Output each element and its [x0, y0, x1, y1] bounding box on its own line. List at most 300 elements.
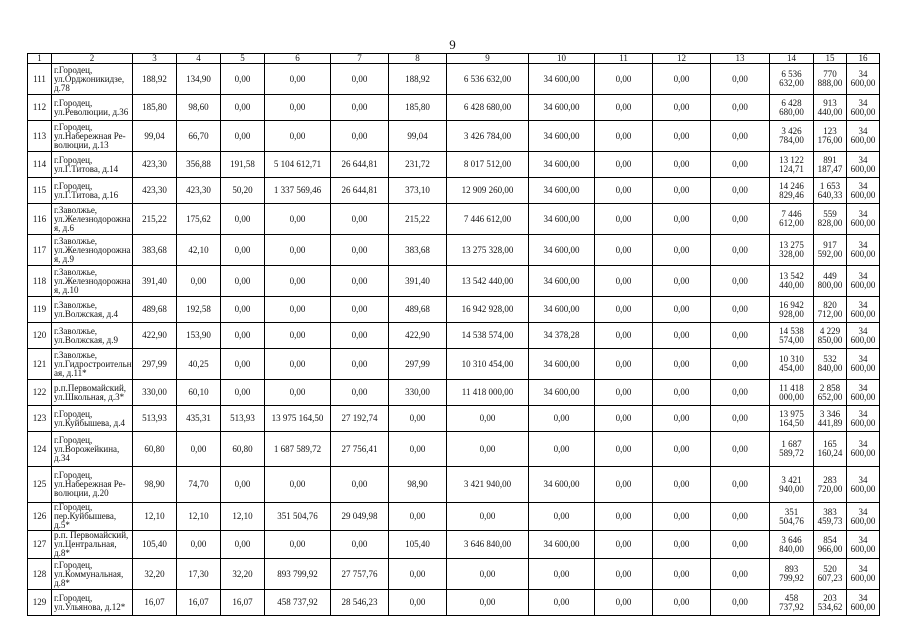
value-cell: 383 459,73: [814, 503, 847, 531]
value-cell: 0,00: [595, 590, 653, 616]
header-cell: 14: [770, 54, 814, 64]
value-cell: 34 600,00: [847, 380, 880, 406]
value-cell: 0,00: [653, 380, 711, 406]
value-cell: 356,88: [177, 152, 221, 178]
value-cell: 0,00: [711, 152, 770, 178]
value-cell: 532 840,00: [814, 349, 847, 380]
value-cell: 34 600,00: [529, 235, 595, 266]
value-cell: 0,00: [711, 297, 770, 323]
row-number-cell: 119: [28, 297, 52, 323]
value-cell: 16,07: [133, 590, 177, 616]
value-cell: 0,00: [331, 531, 389, 559]
value-cell: 0,00: [389, 503, 447, 531]
value-cell: 0,00: [389, 590, 447, 616]
value-cell: 6 428 680,00: [447, 95, 529, 121]
table-row: [28, 531, 880, 559]
value-cell: 489,68: [389, 297, 447, 323]
value-cell: 32,20: [133, 559, 177, 590]
value-cell: 11 418 000,00: [770, 380, 814, 406]
row-number-cell: 111: [28, 64, 52, 95]
value-cell: 0,00: [331, 380, 389, 406]
value-cell: 34 600,00: [529, 349, 595, 380]
address-cell: р.п.Первомайский, ул.Школьная, д.3*: [52, 380, 133, 406]
value-cell: 559 828,00: [814, 204, 847, 235]
header-cell: 10: [529, 54, 595, 64]
value-cell: 449 800,00: [814, 266, 847, 297]
value-cell: 0,00: [331, 297, 389, 323]
value-cell: 34 600,00: [847, 531, 880, 559]
address-cell: г.Заволжье, ул.Волжская, д.4: [52, 297, 133, 323]
header-cell: 3: [133, 54, 177, 64]
value-cell: 391,40: [389, 266, 447, 297]
value-cell: 0,00: [711, 432, 770, 467]
value-cell: 0,00: [595, 467, 653, 503]
value-cell: 770 888,00: [814, 64, 847, 95]
value-cell: 422,90: [389, 323, 447, 349]
value-cell: 34 600,00: [847, 406, 880, 432]
value-cell: 0,00: [265, 204, 331, 235]
value-cell: 0,00: [265, 349, 331, 380]
value-cell: 32,20: [221, 559, 265, 590]
table-row: [28, 503, 880, 531]
address-cell: г.Городец, ул.Ворожейкина, д.34: [52, 432, 133, 467]
value-cell: 0,00: [221, 380, 265, 406]
value-cell: 351 504,76: [265, 503, 331, 531]
value-cell: 134,90: [177, 64, 221, 95]
row-number-cell: 114: [28, 152, 52, 178]
value-cell: 330,00: [133, 380, 177, 406]
value-cell: 0,00: [529, 590, 595, 616]
value-cell: 0,00: [389, 406, 447, 432]
value-cell: 458 737,92: [265, 590, 331, 616]
row-number-cell: 125: [28, 467, 52, 503]
value-cell: 0,00: [177, 266, 221, 297]
table-row: [28, 64, 880, 95]
value-cell: 7 446 612,00: [770, 204, 814, 235]
value-cell: 34 600,00: [529, 297, 595, 323]
value-cell: 0,00: [595, 503, 653, 531]
value-cell: 383,68: [389, 235, 447, 266]
value-cell: 40,25: [177, 349, 221, 380]
header-cell: 1: [28, 54, 52, 64]
value-cell: 0,00: [529, 406, 595, 432]
table-row: [28, 297, 880, 323]
value-cell: 0,00: [221, 121, 265, 152]
value-cell: 98,90: [133, 467, 177, 503]
value-cell: 0,00: [331, 467, 389, 503]
value-cell: 0,00: [265, 323, 331, 349]
value-cell: 42,10: [177, 235, 221, 266]
value-cell: 192,58: [177, 297, 221, 323]
value-cell: 0,00: [447, 503, 529, 531]
value-cell: 29 049,98: [331, 503, 389, 531]
value-cell: 16 942 928,00: [447, 297, 529, 323]
value-cell: 0,00: [595, 121, 653, 152]
table-row: [28, 432, 880, 467]
header-cell: 7: [331, 54, 389, 64]
value-cell: 0,00: [711, 121, 770, 152]
value-cell: 188,92: [133, 64, 177, 95]
value-cell: 165 160,24: [814, 432, 847, 467]
value-cell: 60,10: [177, 380, 221, 406]
value-cell: 0,00: [711, 349, 770, 380]
value-cell: 0,00: [595, 64, 653, 95]
value-cell: 27 757,76: [331, 559, 389, 590]
row-number-cell: 127: [28, 531, 52, 559]
value-cell: 854 966,00: [814, 531, 847, 559]
value-cell: 11 418 000,00: [447, 380, 529, 406]
value-cell: 34 600,00: [847, 503, 880, 531]
value-cell: 0,00: [595, 204, 653, 235]
value-cell: 99,04: [133, 121, 177, 152]
table-row: [28, 380, 880, 406]
table-row: [28, 121, 880, 152]
table-row: [28, 235, 880, 266]
value-cell: 1 653 640,33: [814, 178, 847, 204]
value-cell: 13 975 164,50: [770, 406, 814, 432]
row-number-cell: 116: [28, 204, 52, 235]
page-number: 9: [449, 37, 456, 52]
value-cell: 0,00: [653, 503, 711, 531]
value-cell: 0,00: [653, 406, 711, 432]
value-cell: 26 644,81: [331, 178, 389, 204]
value-cell: 0,00: [221, 266, 265, 297]
address-cell: г.Городец, ул.Набережная Ре-волюции, д.20: [52, 467, 133, 503]
value-cell: 34 600,00: [847, 235, 880, 266]
table-row: [28, 590, 880, 616]
value-cell: 383,68: [133, 235, 177, 266]
value-cell: 0,00: [653, 178, 711, 204]
value-cell: 423,30: [133, 178, 177, 204]
value-cell: 175,62: [177, 204, 221, 235]
value-cell: 0,00: [595, 432, 653, 467]
value-cell: 0,00: [331, 323, 389, 349]
value-cell: 123 176,00: [814, 121, 847, 152]
table-row: [28, 349, 880, 380]
value-cell: 34 600,00: [847, 559, 880, 590]
value-cell: 60,80: [221, 432, 265, 467]
value-cell: 0,00: [595, 178, 653, 204]
value-cell: 60,80: [133, 432, 177, 467]
table-row: [28, 204, 880, 235]
address-cell: г.Городец, пер.Куйбышева, д.5*: [52, 503, 133, 531]
value-cell: 330,00: [389, 380, 447, 406]
value-cell: 0,00: [221, 204, 265, 235]
address-cell: г.Городец, ул.Революции, д.36: [52, 95, 133, 121]
value-cell: 16,07: [177, 590, 221, 616]
value-cell: 435,31: [177, 406, 221, 432]
value-cell: 105,40: [133, 531, 177, 559]
value-cell: 0,00: [447, 406, 529, 432]
data-table: [27, 53, 880, 616]
address-cell: г.Заволжье, ул.Железнодорожна я, д.9: [52, 235, 133, 266]
value-cell: 373,10: [389, 178, 447, 204]
value-cell: 0,00: [653, 235, 711, 266]
address-cell: г.Городец, ул.Г.Титова, д.14: [52, 152, 133, 178]
address-cell: г.Заволжье, ул.Железнодорожна я, д.6: [52, 204, 133, 235]
table-row: [28, 323, 880, 349]
value-cell: 12,10: [133, 503, 177, 531]
header-cell: 6: [265, 54, 331, 64]
value-cell: 14 246 829,46: [770, 178, 814, 204]
value-cell: 185,80: [133, 95, 177, 121]
value-cell: 1 687 589,72: [770, 432, 814, 467]
value-cell: 34 600,00: [529, 531, 595, 559]
value-cell: 3 346 441,89: [814, 406, 847, 432]
value-cell: 13 975 164,50: [265, 406, 331, 432]
value-cell: 0,00: [595, 266, 653, 297]
value-cell: 12 909 260,00: [447, 178, 529, 204]
address-cell: г.Городец, ул.Набережная Ре-волюции, д.13: [52, 121, 133, 152]
value-cell: 0,00: [595, 95, 653, 121]
value-cell: 34 600,00: [529, 121, 595, 152]
value-cell: 34 600,00: [847, 152, 880, 178]
value-cell: 7 446 612,00: [447, 204, 529, 235]
value-cell: 0,00: [389, 432, 447, 467]
value-cell: 0,00: [595, 323, 653, 349]
value-cell: 231,72: [389, 152, 447, 178]
value-cell: 34 600,00: [847, 204, 880, 235]
value-cell: 34 600,00: [847, 349, 880, 380]
value-cell: 0,00: [711, 64, 770, 95]
value-cell: 0,00: [653, 349, 711, 380]
header-cell: 15: [814, 54, 847, 64]
value-cell: 0,00: [653, 323, 711, 349]
value-cell: 0,00: [653, 559, 711, 590]
table-row: [28, 559, 880, 590]
value-cell: 6 536 632,00: [770, 64, 814, 95]
value-cell: 0,00: [447, 559, 529, 590]
value-cell: 34 600,00: [847, 178, 880, 204]
value-cell: 10 310 454,00: [770, 349, 814, 380]
header-cell: 5: [221, 54, 265, 64]
value-cell: 203 534,62: [814, 590, 847, 616]
value-cell: 0,00: [711, 380, 770, 406]
value-cell: 50,20: [221, 178, 265, 204]
value-cell: 0,00: [389, 559, 447, 590]
address-cell: г.Заволжье, ул.Железнодорожна я, д.10: [52, 266, 133, 297]
address-cell: г.Городец, ул.Г.Титова, д.16: [52, 178, 133, 204]
header-cell: 13: [711, 54, 770, 64]
value-cell: 0,00: [711, 503, 770, 531]
value-cell: 0,00: [265, 95, 331, 121]
value-cell: 26 644,81: [331, 152, 389, 178]
value-cell: 3 421 940,00: [770, 467, 814, 503]
value-cell: 0,00: [447, 432, 529, 467]
value-cell: 0,00: [529, 503, 595, 531]
value-cell: 188,92: [389, 64, 447, 95]
value-cell: 0,00: [711, 266, 770, 297]
header-cell: 8: [389, 54, 447, 64]
value-cell: 0,00: [331, 95, 389, 121]
header-row: [28, 54, 880, 64]
value-cell: 98,90: [389, 467, 447, 503]
value-cell: 0,00: [711, 235, 770, 266]
value-cell: 0,00: [221, 531, 265, 559]
row-number-cell: 115: [28, 178, 52, 204]
value-cell: 513,93: [133, 406, 177, 432]
value-cell: 0,00: [221, 297, 265, 323]
value-cell: 0,00: [331, 266, 389, 297]
value-cell: 8 017 512,00: [447, 152, 529, 178]
value-cell: 423,30: [133, 152, 177, 178]
value-cell: 0,00: [653, 152, 711, 178]
value-cell: 191,58: [221, 152, 265, 178]
value-cell: 297,99: [389, 349, 447, 380]
value-cell: 0,00: [653, 467, 711, 503]
value-cell: 422,90: [133, 323, 177, 349]
row-number-cell: 113: [28, 121, 52, 152]
row-number-cell: 124: [28, 432, 52, 467]
value-cell: 34 600,00: [847, 432, 880, 467]
value-cell: 34 600,00: [529, 95, 595, 121]
value-cell: 5 104 612,71: [265, 152, 331, 178]
value-cell: 0,00: [331, 235, 389, 266]
value-cell: 520 607,23: [814, 559, 847, 590]
value-cell: 0,00: [221, 467, 265, 503]
row-number-cell: 118: [28, 266, 52, 297]
value-cell: 0,00: [653, 95, 711, 121]
value-cell: 0,00: [221, 95, 265, 121]
value-cell: 34 600,00: [847, 297, 880, 323]
value-cell: 74,70: [177, 467, 221, 503]
value-cell: 458 737,92: [770, 590, 814, 616]
address-cell: г.Городец, ул.Куйбышева, д.4: [52, 406, 133, 432]
value-cell: 893 799,92: [265, 559, 331, 590]
value-cell: 27 756,41: [331, 432, 389, 467]
row-number-cell: 121: [28, 349, 52, 380]
row-number-cell: 129: [28, 590, 52, 616]
value-cell: 34 600,00: [847, 266, 880, 297]
value-cell: 351 504,76: [770, 503, 814, 531]
value-cell: 283 720,00: [814, 467, 847, 503]
value-cell: 0,00: [529, 432, 595, 467]
value-cell: 513,93: [221, 406, 265, 432]
value-cell: 489,68: [133, 297, 177, 323]
value-cell: 0,00: [331, 204, 389, 235]
value-cell: 0,00: [265, 380, 331, 406]
value-cell: 0,00: [265, 531, 331, 559]
address-cell: г.Городец, ул.Орджоникидзе, д.78: [52, 64, 133, 95]
value-cell: 0,00: [529, 559, 595, 590]
value-cell: 0,00: [177, 432, 221, 467]
table-row: [28, 178, 880, 204]
row-number-cell: 123: [28, 406, 52, 432]
value-cell: 0,00: [265, 121, 331, 152]
value-cell: 0,00: [653, 297, 711, 323]
value-cell: 34 600,00: [529, 266, 595, 297]
address-cell: г.Заволжье, ул.Волжская, д.9: [52, 323, 133, 349]
value-cell: 14 538 574,00: [447, 323, 529, 349]
value-cell: 34 600,00: [529, 152, 595, 178]
value-cell: 34 600,00: [529, 467, 595, 503]
row-number-cell: 120: [28, 323, 52, 349]
value-cell: 0,00: [221, 235, 265, 266]
value-cell: 3 646 840,00: [770, 531, 814, 559]
value-cell: 34 600,00: [529, 380, 595, 406]
value-cell: 153,90: [177, 323, 221, 349]
value-cell: 34 600,00: [529, 178, 595, 204]
value-cell: 6 536 632,00: [447, 64, 529, 95]
value-cell: 13 275 328,00: [447, 235, 529, 266]
value-cell: 0,00: [653, 432, 711, 467]
value-cell: 297,99: [133, 349, 177, 380]
value-cell: 34 378,28: [529, 323, 595, 349]
value-cell: 13 542 440,00: [447, 266, 529, 297]
value-cell: 12,10: [177, 503, 221, 531]
value-cell: 0,00: [595, 152, 653, 178]
value-cell: 893 799,92: [770, 559, 814, 590]
value-cell: 0,00: [653, 266, 711, 297]
value-cell: 3 426 784,00: [447, 121, 529, 152]
value-cell: 0,00: [711, 323, 770, 349]
value-cell: 34 600,00: [847, 323, 880, 349]
value-cell: 13 122 124,71: [770, 152, 814, 178]
value-cell: 34 600,00: [847, 64, 880, 95]
value-cell: 2 858 652,00: [814, 380, 847, 406]
value-cell: 0,00: [221, 323, 265, 349]
header-cell: 4: [177, 54, 221, 64]
value-cell: 423,30: [177, 178, 221, 204]
value-cell: 0,00: [331, 349, 389, 380]
row-number-cell: 128: [28, 559, 52, 590]
value-cell: 34 600,00: [847, 590, 880, 616]
value-cell: 3 646 840,00: [447, 531, 529, 559]
value-cell: 0,00: [331, 64, 389, 95]
value-cell: 6 428 680,00: [770, 95, 814, 121]
value-cell: 0,00: [221, 64, 265, 95]
value-cell: 3 426 784,00: [770, 121, 814, 152]
value-cell: 0,00: [265, 266, 331, 297]
value-cell: 0,00: [595, 349, 653, 380]
value-cell: 105,40: [389, 531, 447, 559]
header-cell: 16: [847, 54, 880, 64]
value-cell: 28 546,23: [331, 590, 389, 616]
table-row: [28, 406, 880, 432]
header-cell: 9: [447, 54, 529, 64]
value-cell: 0,00: [653, 531, 711, 559]
value-cell: 34 600,00: [529, 204, 595, 235]
value-cell: 13 542 440,00: [770, 266, 814, 297]
value-cell: 16,07: [221, 590, 265, 616]
value-cell: 0,00: [331, 121, 389, 152]
value-cell: 1 337 569,46: [265, 178, 331, 204]
value-cell: 185,80: [389, 95, 447, 121]
value-cell: 27 192,74: [331, 406, 389, 432]
value-cell: 0,00: [711, 467, 770, 503]
value-cell: 0,00: [711, 95, 770, 121]
value-cell: 34 600,00: [847, 121, 880, 152]
value-cell: 17,30: [177, 559, 221, 590]
row-number-cell: 117: [28, 235, 52, 266]
table-row: [28, 95, 880, 121]
value-cell: 10 310 454,00: [447, 349, 529, 380]
address-cell: г.Городец, ул.Ульянова, д.12*: [52, 590, 133, 616]
value-cell: 917 592,00: [814, 235, 847, 266]
address-cell: р.п. Первомайский, ул.Центральная, д.8*: [52, 531, 133, 559]
row-number-cell: 112: [28, 95, 52, 121]
value-cell: 0,00: [265, 64, 331, 95]
value-cell: 0,00: [595, 235, 653, 266]
value-cell: 14 538 574,00: [770, 323, 814, 349]
value-cell: 0,00: [711, 559, 770, 590]
table-row: [28, 266, 880, 297]
value-cell: 0,00: [221, 349, 265, 380]
value-cell: 99,04: [389, 121, 447, 152]
value-cell: 13 275 328,00: [770, 235, 814, 266]
value-cell: 215,22: [389, 204, 447, 235]
row-number-cell: 122: [28, 380, 52, 406]
